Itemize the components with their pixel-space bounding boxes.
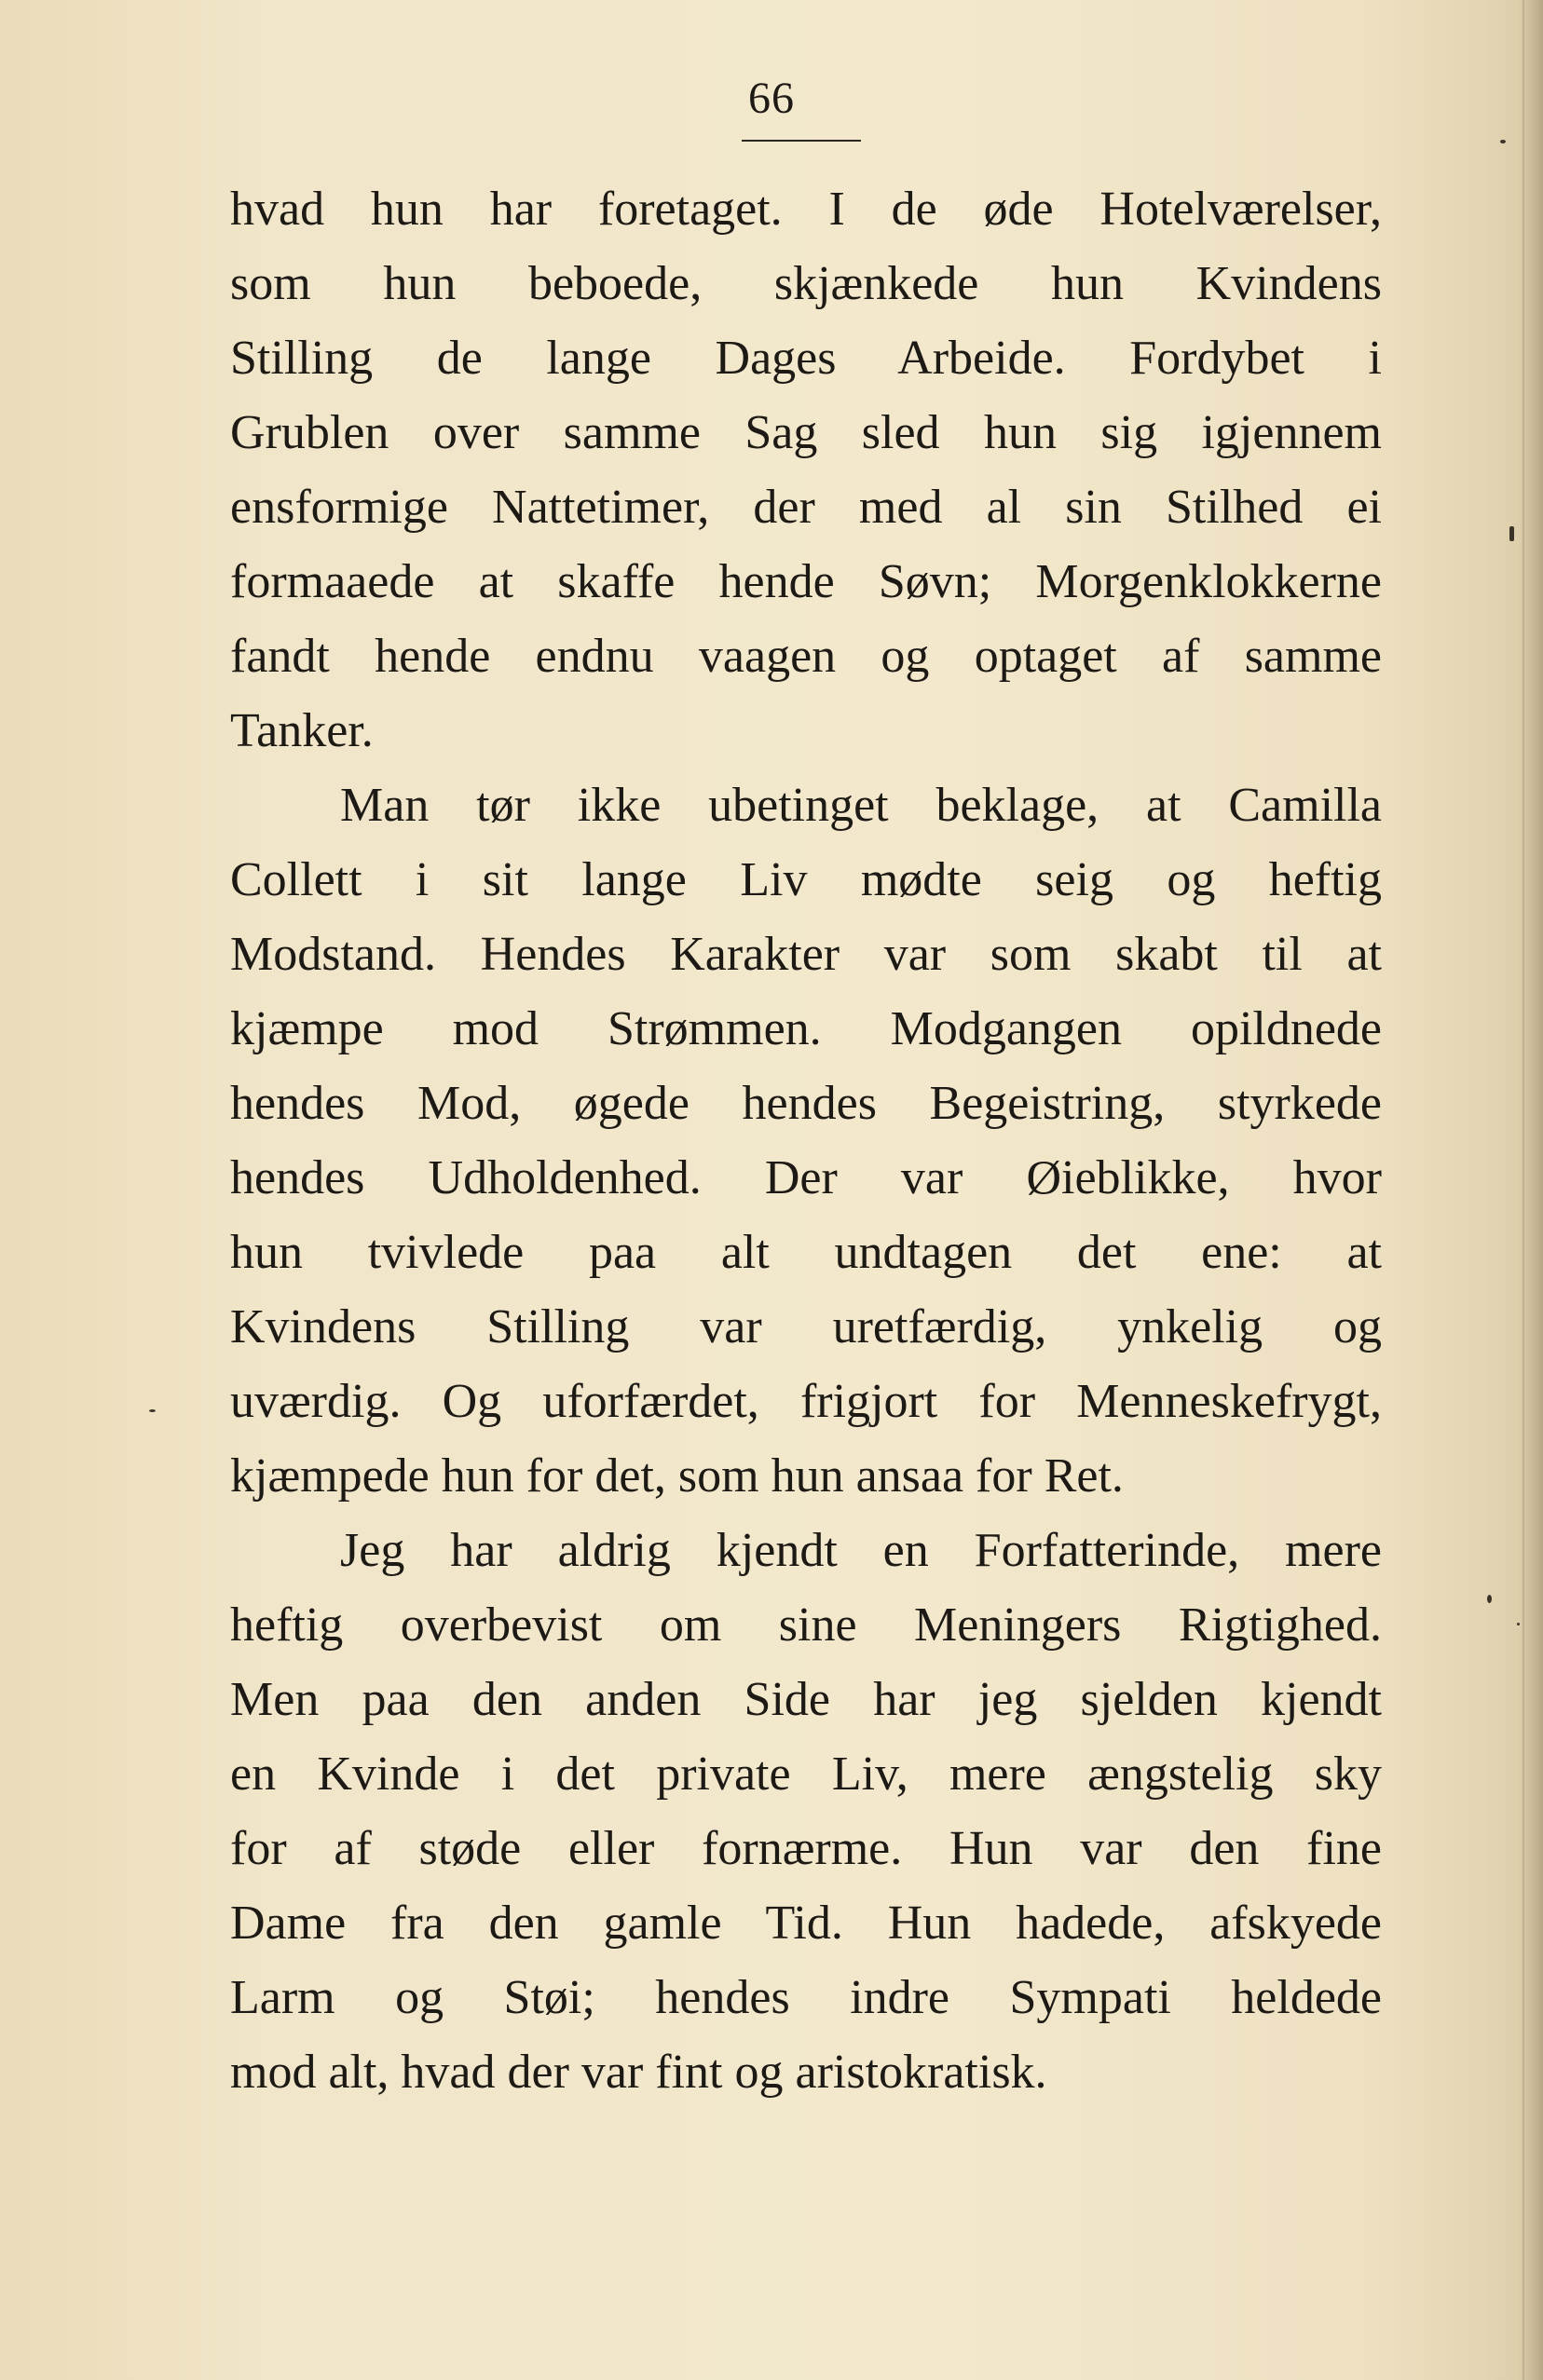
page-fold-line — [1523, 0, 1524, 2380]
text-line: hendes Mod, øgede hendes Begeistring, styrkede — [230, 1077, 1382, 1130]
text-line: Larm og Støi; hendes indre Sympati heldede — [230, 1971, 1382, 2024]
paragraph-end-line: mod alt, hvad der var fint og aristokratisk. — [230, 2046, 1047, 2099]
text-line: uværdig. Og uforfærdet, frigjort for Menneskefrygt, — [230, 1375, 1382, 1428]
page-number: 66 — [748, 74, 795, 123]
text-line: Stilling de lange Dages Arbeide. Fordybet i — [230, 332, 1382, 385]
text-line: Men paa den anden Side har jeg sjelden kjendt — [230, 1673, 1382, 1726]
ink-speck — [1487, 1595, 1492, 1603]
text-line: hendes Udholdenhed. Der var Øieblikke, hvor — [230, 1151, 1382, 1204]
text-line: Kvindens Stilling var uretfærdig, ynkelig og — [230, 1300, 1382, 1353]
text-line: Collett i sit lange Liv mødte seig og heftig — [230, 853, 1382, 906]
ink-speck — [149, 1409, 156, 1412]
text-line: heftig overbevist om sine Meningers Rigtighed. — [230, 1598, 1382, 1652]
text-line: Modstand. Hendes Karakter var som skabt til at — [230, 928, 1382, 981]
text-line: kjæmpe mod Strømmen. Modgangen opildnede — [230, 1002, 1382, 1055]
text-line: som hun beboede, skjænkede hun Kvindens — [230, 257, 1382, 310]
ink-speck — [1500, 140, 1506, 143]
text-line: en Kvinde i det private Liv, mere ængstelig sky — [230, 1748, 1382, 1801]
text-line: Dame fra den gamle Tid. Hun hadede, afskyede — [230, 1897, 1382, 1950]
ink-speck — [1509, 526, 1514, 541]
page-number-underline — [742, 140, 861, 142]
paragraph-end-line: Tanker. — [230, 704, 374, 757]
text-line: ensformige Nattetimer, der med al sin Stilhed ei — [230, 481, 1382, 534]
text-line: for af støde eller fornærme. Hun var den fine — [230, 1822, 1382, 1875]
paragraph-end-line: kjæmpede hun for det, som hun ansaa for Ret. — [230, 1449, 1124, 1503]
text-line: formaaede at skaffe hende Søvn; Morgenklokkerne — [230, 555, 1382, 608]
paragraph-start-line: Man tør ikke ubetinget beklage, at Camilla — [340, 779, 1382, 832]
ink-speck — [1517, 1623, 1520, 1625]
text-line: fandt hende endnu vaagen og optaget af samme — [230, 630, 1382, 683]
body-text — [230, 172, 1382, 2110]
paragraph-start-line: Jeg har aldrig kjendt en Forfatterinde, mere — [340, 1524, 1382, 1577]
text-line: hvad hun har foretaget. I de øde Hotelværelser, — [230, 183, 1382, 236]
text-line: Grublen over samme Sag sled hun sig igjennem — [230, 406, 1382, 459]
text-line: hun tvivlede paa alt undtagen det ene: at — [230, 1226, 1382, 1279]
